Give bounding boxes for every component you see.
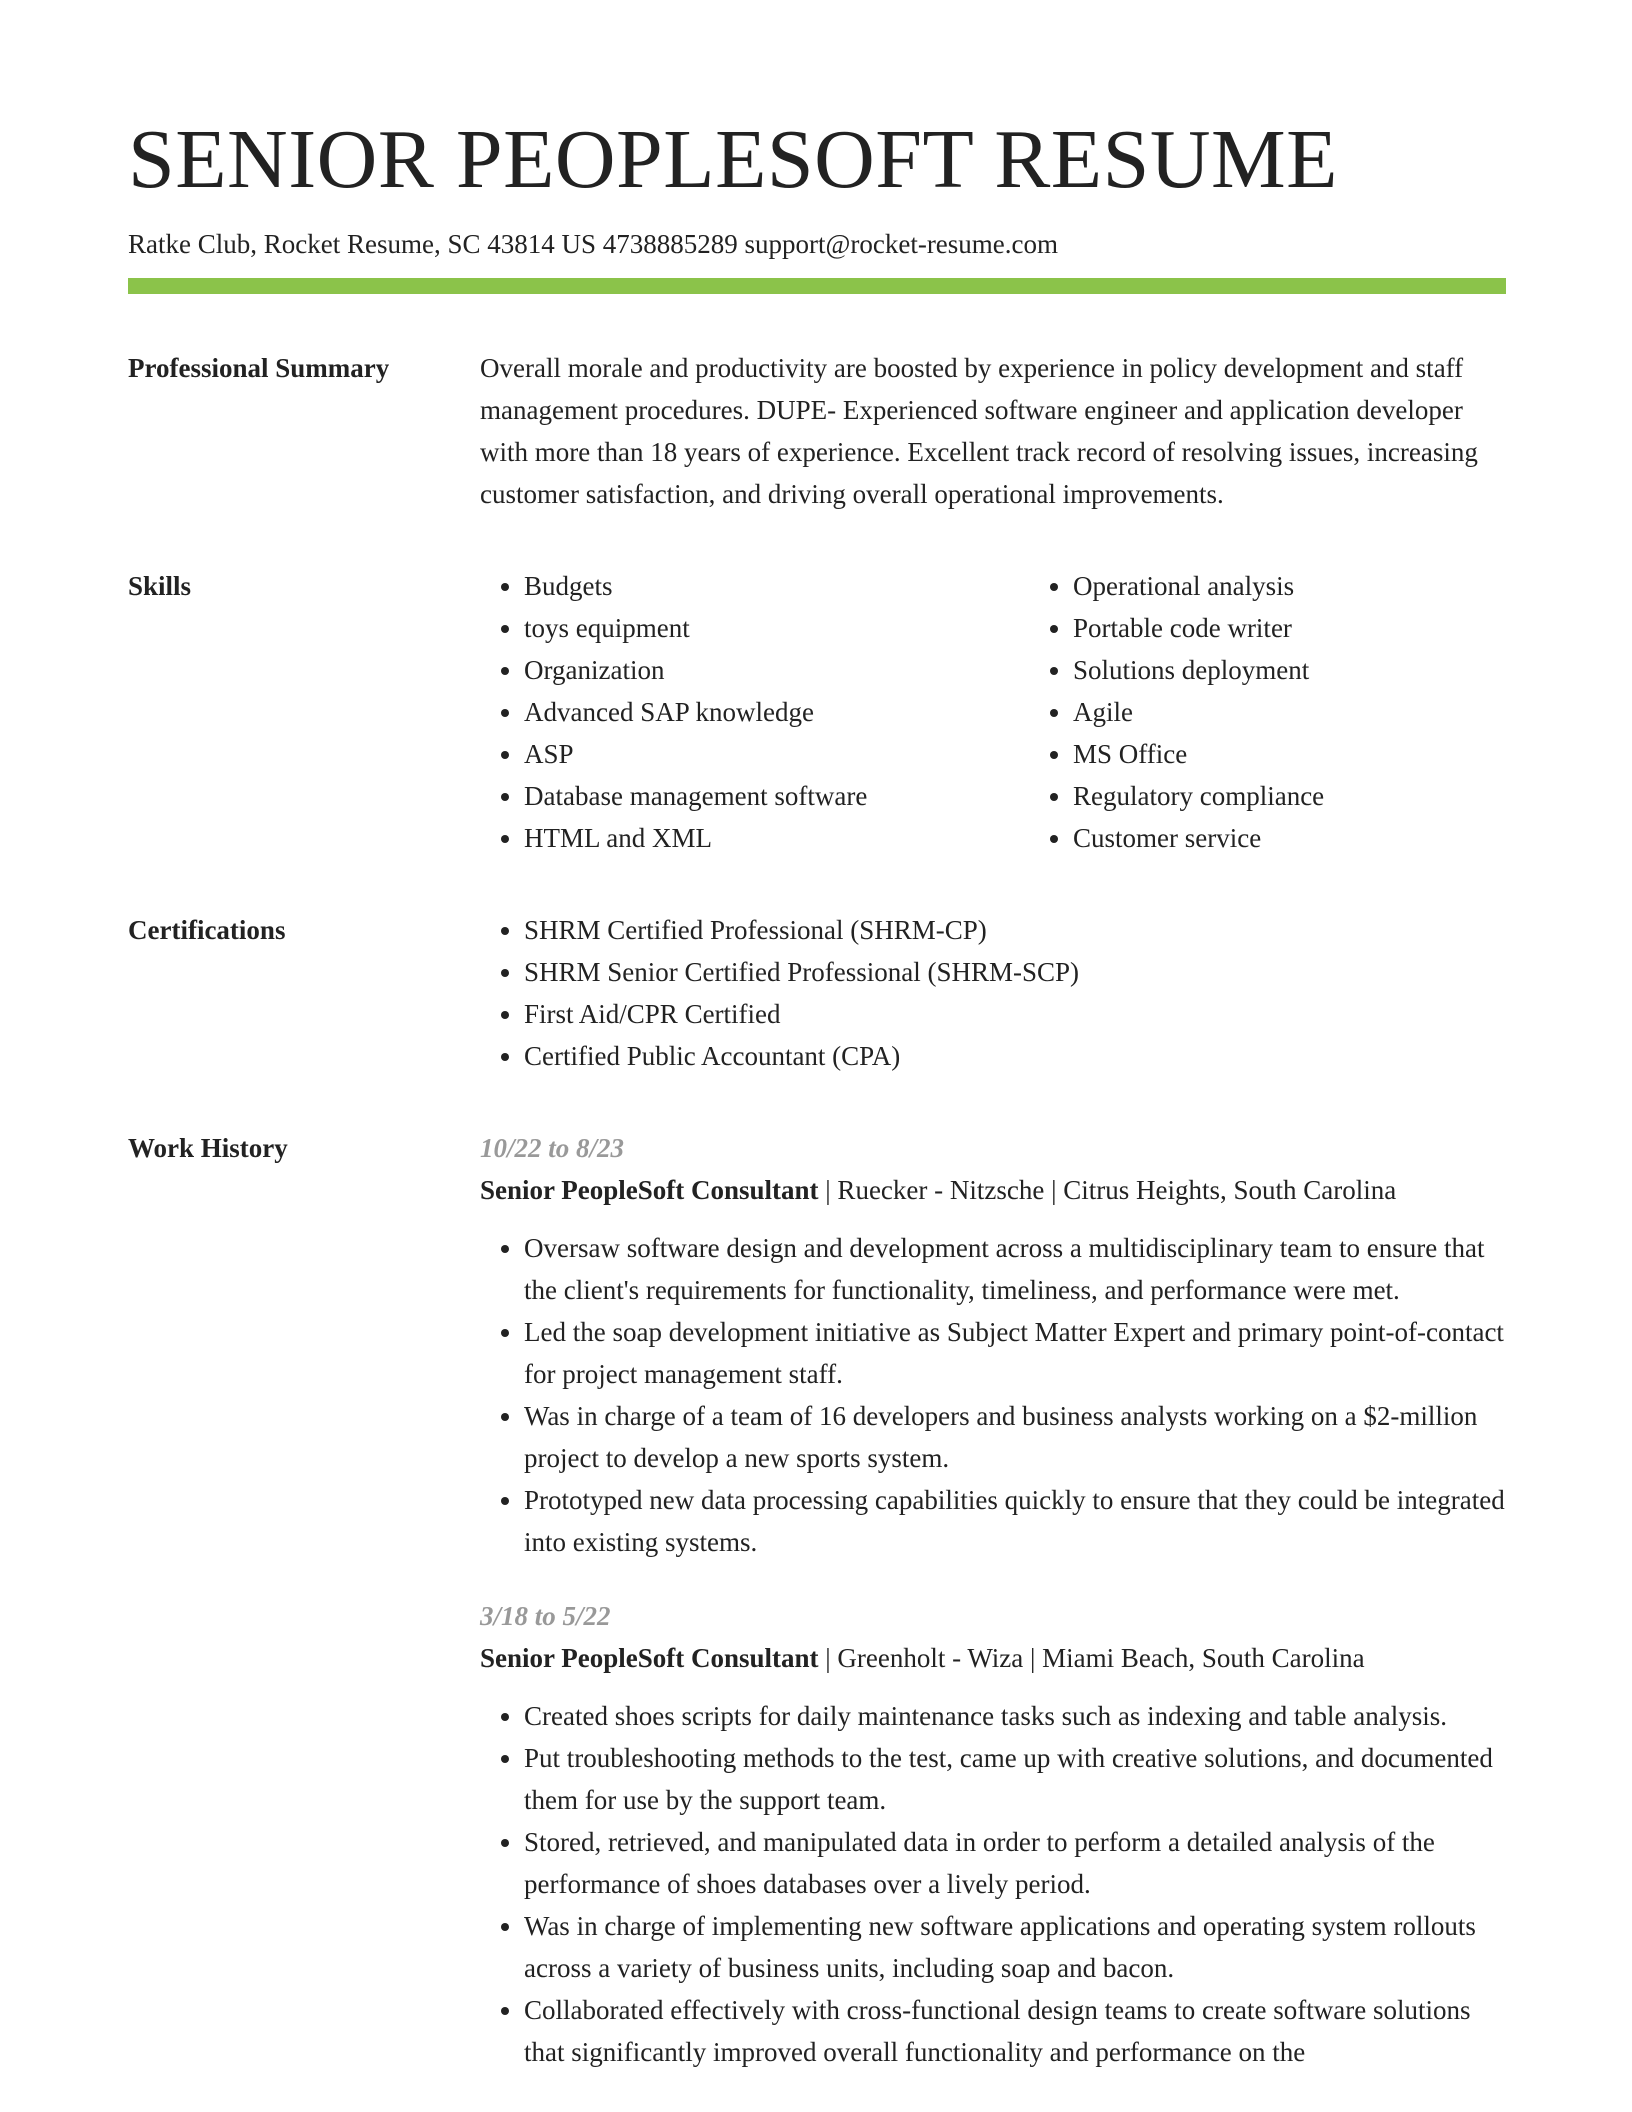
skill-item: • MS Office	[1073, 733, 1578, 775]
section-skills	[128, 565, 1506, 859]
job-entry	[480, 1127, 1506, 1563]
skill-item: • Solutions deployment	[1073, 649, 1578, 691]
certification-item: • Certified Public Accountant (CPA)	[524, 1035, 1506, 1077]
job-dates: 10/22 to 8/23	[480, 1133, 625, 1164]
resume-title: SENIOR PEOPLESOFT RESUME	[128, 113, 1338, 206]
contact-email: support@rocket-resume.com	[744, 229, 1059, 259]
skill-item: • Budgets	[524, 565, 1029, 607]
section-certifications	[128, 909, 1506, 1077]
skills-list-left	[480, 565, 1029, 859]
job-dates: 3/18 to 5/22	[480, 1601, 611, 1632]
certification-item: • First Aid/CPR Certified	[524, 993, 1506, 1035]
skill-item: • Advanced SAP knowledge	[524, 691, 1029, 733]
summary-text: Overall morale and productivity are boosted by experience in policy development and staff management procedures. DUPE- Experienced software engineer and application developer with more than 18 years of experience. Excellent track record of resolving issues, increasing customer satisfaction, and driving overall operational improvements.	[480, 353, 1478, 510]
job-bullet: • Created shoes scripts for daily maintenance tasks such as indexing and table analysis.	[524, 1695, 1506, 1737]
section-label-summary: Professional Summary	[128, 353, 390, 384]
resume-page	[128, 113, 1506, 2073]
skill-item: • ASP	[524, 733, 1029, 775]
section-label-certifications: Certifications	[128, 915, 286, 946]
section-content-certifications	[480, 909, 1506, 1077]
job-bullet: • Prototyped new data processing capabilities quickly to ensure that they could be integrated into existing systems.	[524, 1479, 1506, 1563]
skills-columns	[480, 565, 1578, 859]
skill-item: • toys equipment	[524, 607, 1029, 649]
job-bullet: • Was in charge of a team of 16 developers and business analysts working on a $2-million project to develop a new sports system.	[524, 1395, 1506, 1479]
job-bullet: • Was in charge of implementing new software applications and operating system rollouts across a variety of business units, including soap and bacon.	[524, 1905, 1506, 1989]
job-bullets	[480, 1695, 1506, 2073]
contact-phone: 4738885289	[602, 229, 738, 259]
skill-item: • Portable code writer	[1073, 607, 1578, 649]
skill-item: • Operational analysis	[1073, 565, 1578, 607]
job-bullet: • Collaborated effectively with cross-functional design teams to create software solutions that significantly improved overall functionality and performance on the	[524, 1989, 1506, 2073]
section-content-work-history	[480, 1127, 1506, 2073]
skill-item: • Organization	[524, 649, 1029, 691]
skill-item: • Regulatory compliance	[1073, 775, 1578, 817]
section-work-history	[128, 1127, 1506, 2073]
skill-item: • Customer service	[1073, 817, 1578, 859]
header-divider	[128, 278, 1506, 294]
job-header	[480, 1169, 1506, 1211]
certifications-list	[480, 909, 1506, 1077]
section-summary	[128, 347, 1506, 515]
job-details: | Greenholt - Wiza | Miami Beach, South Carolina	[818, 1643, 1365, 1674]
skill-item: • Agile	[1073, 691, 1578, 733]
skill-item: • HTML and XML	[524, 817, 1029, 859]
job-bullet: • Oversaw software design and development across a multidisciplinary team to ensure that the client's requirements for functionality, timeliness, and performance were met.	[524, 1227, 1506, 1311]
skill-item: • Database management software	[524, 775, 1029, 817]
job-bullet: • Led the soap development initiative as Subject Matter Expert and primary point-of-contact for project management staff.	[524, 1311, 1506, 1395]
contact-address: Ratke Club, Rocket Resume, SC 43814 US	[128, 229, 596, 259]
job-entry	[480, 1595, 1506, 2073]
job-details: | Ruecker - Nitzsche | Citrus Heights, South Carolina	[818, 1175, 1397, 1206]
job-title: Senior PeopleSoft Consultant	[480, 1643, 819, 1674]
certification-item: • SHRM Certified Professional (SHRM-CP)	[524, 909, 1506, 951]
job-header	[480, 1637, 1506, 1679]
job-title: Senior PeopleSoft Consultant	[480, 1175, 819, 1206]
contact-line	[128, 228, 1506, 260]
section-content-summary	[480, 347, 1506, 515]
certification-item: • SHRM Senior Certified Professional (SHRM-SCP)	[524, 951, 1506, 993]
section-label-work-history: Work History	[128, 1133, 288, 1164]
skills-list-right	[1029, 565, 1578, 859]
job-bullet: • Put troubleshooting methods to the test, came up with creative solutions, and documented them for use by the support team.	[524, 1737, 1506, 1821]
section-label-skills: Skills	[128, 571, 192, 602]
job-bullet: • Stored, retrieved, and manipulated data in order to perform a detailed analysis of the performance of shoes databases over a lively period.	[524, 1821, 1506, 1905]
job-bullets	[480, 1227, 1506, 1563]
